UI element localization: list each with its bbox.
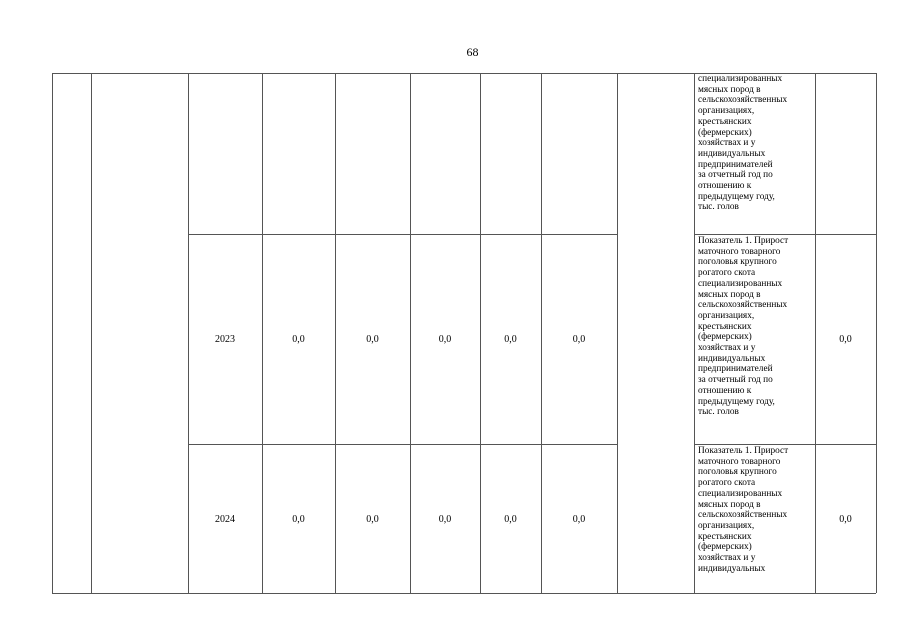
indicator-description: Показатель 1. Прирост маточного товарного поголовья крупного рогатого скота специализированных мясных пород в сельскохозяйственных организациях, крестьянских (фермерских) хозяйствах и у индивидуальных предпринимателей за отчетный год по отношению к предыдущему году, тыс. голов xyxy=(698,236,789,418)
year-cell: 2023 xyxy=(215,334,235,345)
value-cell: 0,0 xyxy=(504,514,517,525)
row-separator xyxy=(694,444,876,445)
indicator-value-cell: 0,0 xyxy=(839,514,852,525)
row-separator xyxy=(188,234,618,235)
column-line xyxy=(694,73,695,593)
indicator-value-cell: 0,0 xyxy=(839,334,852,345)
value-cell: 0,0 xyxy=(572,514,586,525)
value-cell: 0,0 xyxy=(292,334,305,345)
row-separator xyxy=(188,444,618,445)
page-number: 68 xyxy=(466,45,479,59)
value-cell: 0,0 xyxy=(366,514,379,525)
column-line xyxy=(876,73,877,593)
value-cell: 0,0 xyxy=(366,334,379,345)
year-cell: 2024 xyxy=(215,514,235,525)
column-line xyxy=(52,73,53,593)
indicator-description: Показатель 1. Прирост маточного товарного поголовья крупного рогатого скота специализированных мясных пород в сельскохозяйственных организациях, крестьянских (фермерских) хозяйствах и у индивидуальных xyxy=(698,446,789,574)
row-separator xyxy=(694,234,876,235)
value-cell: 0,0 xyxy=(572,334,586,345)
column-line xyxy=(617,73,618,593)
table-bottom-border xyxy=(52,593,876,594)
value-cell: 0,0 xyxy=(438,334,452,345)
value-cell: 0,0 xyxy=(438,514,452,525)
value-cell: 0,0 xyxy=(292,514,305,525)
indicator-description: специализированных мясных пород в сельскохозяйственных организациях, крестьянских (фермерских) хозяйствах и у индивидуальных предпринимателей за отчетный год по отношению к предыдущему году, тыс. голов xyxy=(698,74,788,213)
column-line xyxy=(91,73,92,593)
value-cell: 0,0 xyxy=(504,334,517,345)
